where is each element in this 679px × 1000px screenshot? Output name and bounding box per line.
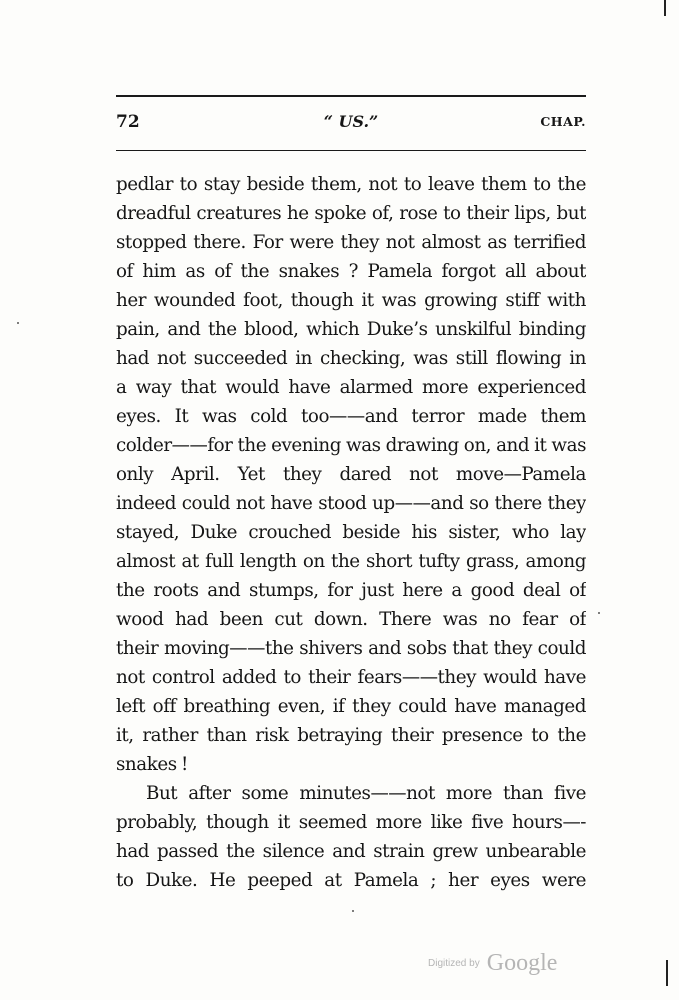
text-line: had passed the silence and strain grew unbearable [116, 841, 586, 862]
text-line: almost at full length on the short tufty grass, among [116, 551, 586, 572]
scan-edge-mark [666, 960, 668, 986]
header-bottom-rule [116, 150, 586, 151]
text-line: stayed, Duke crouched beside his sister, who lay [116, 522, 586, 543]
text-line: dreadful creatures he spoke of, rose to their lips, but [116, 203, 586, 224]
text-line: of him as of the snakes ? Pamela forgot all about [116, 261, 586, 282]
running-title: “ US.” [323, 112, 379, 131]
scan-speck [598, 612, 600, 614]
section-label: CHAP. [540, 114, 586, 129]
paragraph-start-line: But after some minutes——not more than five [146, 783, 586, 804]
text-line: the roots and stumps, for just here a good deal of [116, 580, 586, 601]
text-line: their moving——the shivers and sobs that they could [116, 638, 586, 659]
text-line: pain, and the blood, which Duke’s unskilful binding [116, 319, 586, 340]
scan-edge-mark [664, 0, 666, 16]
text-line: to Duke. He peeped at Pamela ; her eyes were [116, 870, 586, 891]
text-line: it, rather than risk betraying their presence to the [116, 725, 586, 746]
text-line: indeed could not have stood up——and so there they [116, 493, 586, 514]
watermark-prefix: Digitized by [428, 958, 480, 969]
text-line: wood had been cut down. There was no fear of [116, 609, 586, 630]
text-line: a way that would have alarmed more experienced [116, 377, 586, 398]
scan-speck [17, 322, 19, 324]
text-line: her wounded foot, though it was growing stiff with [116, 290, 586, 311]
watermark-brand: Google [486, 950, 558, 976]
text-line: had not succeeded in checking, was still flowing in [116, 348, 586, 369]
page-number: 72 [116, 112, 140, 132]
text-line: stopped there. For were they not almost as terrified [116, 232, 586, 253]
paragraph-end-line: snakes ! [116, 754, 188, 775]
text-line: probably, though it seemed more like five hours—- [116, 812, 586, 833]
text-line: eyes. It was cold too——and terror made them [116, 406, 586, 427]
header-top-rule [116, 95, 586, 97]
text-line: left off breathing even, if they could have managed [116, 696, 586, 717]
digitization-watermark [428, 950, 557, 977]
text-line: colder——for the evening was drawing on, and it was [116, 435, 586, 456]
text-line: pedlar to stay beside them, not to leave them to the [116, 174, 586, 195]
body-text [116, 170, 586, 895]
page-header [116, 112, 586, 134]
text-line: only April. Yet they dared not move—Pamela [116, 464, 586, 485]
text-line: not control added to their fears——they would have [116, 667, 586, 688]
scan-speck [352, 910, 354, 912]
